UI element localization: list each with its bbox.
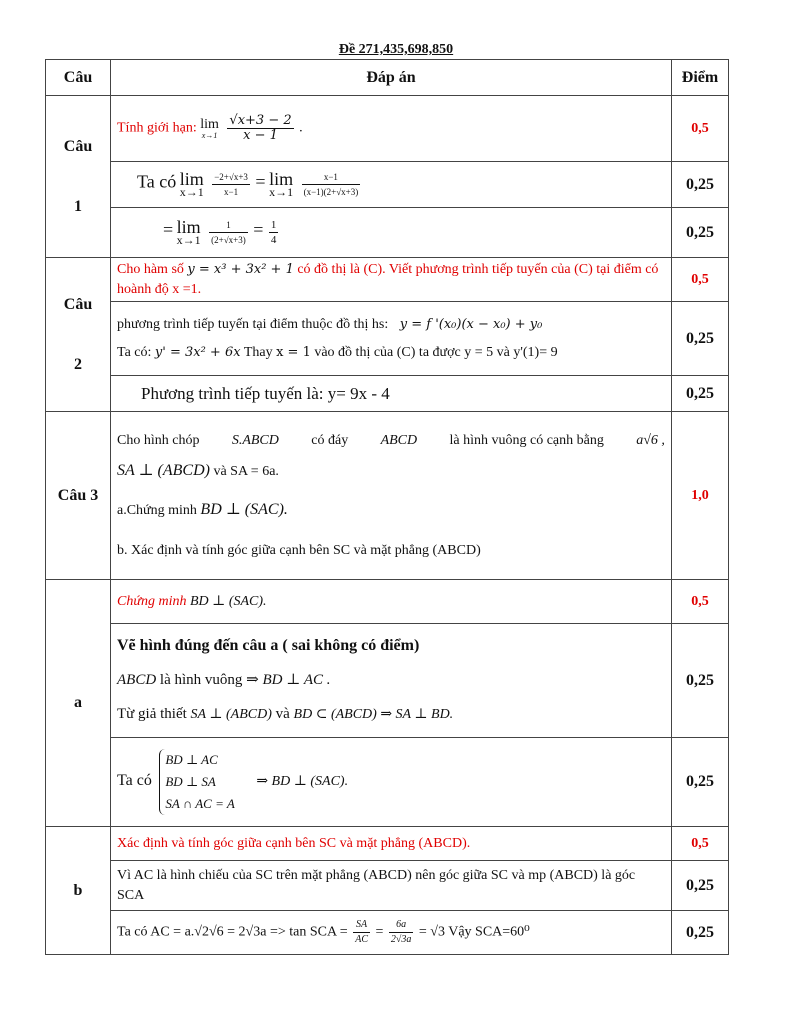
exam-title: Đề 271,435,698,850 [338,42,454,57]
q3-line2 [117,456,665,487]
q2-line2c: vào đồ thị của (C) ta được y = 5 và y'(1)= 9 [314,344,558,360]
a-system [159,749,234,815]
q2-prompt-a: Cho hàm số [117,261,184,277]
frac-den: AC [355,934,368,945]
header-dap-an: Đáp án [111,60,672,96]
q2-row-3 [46,376,729,412]
q3-p1d: ABCD [380,432,418,448]
q2-score-1: 0,5 [672,258,729,302]
b-part-b: a.√2√6 = 2√3a => tan SCA = [184,924,348,940]
a-step-1 [111,624,672,738]
q3-p2a: SA ⊥ (ABCD) [117,461,210,479]
q2-line1: phương trình tiếp tuyến tại điểm thuộc đồ thị hs: [117,316,389,332]
b-prompt: Xác định và tính góc giữa cạnh bên SC và mặt phẳng (ABCD). [111,827,672,861]
lim-sub: x→1 [176,232,201,247]
header-diem: Điểm [672,60,729,96]
q1-prompt [111,96,672,162]
q1-row-3 [46,208,729,258]
q1-step2-lim [176,216,201,247]
a-bold-note: Vẽ hình đúng đến câu a ( sai không có điểm) [117,637,420,654]
a-line3 [117,697,665,732]
q1-lim [200,118,219,140]
q3-line4: b. Xác định và tính góc giữa cạnh bên SC và mặt phẳng (ABCD) [117,542,481,558]
frac-den: x − 1 [243,128,278,143]
b-score-3: 0,25 [672,911,729,955]
q2-x-value: x = 1 [276,344,311,360]
q1-score-2: 0,25 [672,162,729,208]
equals: = [253,219,264,240]
b-part-a: Ta có AC = [117,924,182,940]
equals: = [375,924,384,940]
q3-label: Câu 3 [46,412,111,580]
a-prompt-expr: BD ⊥ (SAC). [189,593,267,609]
q2-score-3: 0,25 [672,376,729,412]
a-sys-2: BD ⊥ SA [165,774,216,789]
equals: = [163,219,174,240]
q1-row-1 [46,96,729,162]
a-l2c: ⇒ BD ⊥ AC . [246,672,331,688]
frac-den: x−1 [224,187,239,197]
q2-tangent-formula: y = f '(x₀)(x − x₀) + y₀ [399,316,543,332]
a-l3d: BD ⊂ (ABCD) ⇒ SA ⊥ BD. [293,707,454,722]
lim-sub: x→1 [269,184,294,199]
q1-step2-frac [209,218,248,247]
q3-p1a: Cho hình chóp [117,432,200,448]
a-sys-1: BD ⊥ AC [165,752,218,767]
q2-function: y = x³ + 3x² + 1 [187,261,294,277]
q1-fraction [227,114,293,143]
a-step-2 [111,738,672,827]
q2-prompt-b: có đồ thị là (C). Viết phương trình tiếp tuyến của (C) tại điểm có hoành độ x =1. [117,261,659,297]
q1-label [46,96,111,258]
a-score-1: 0,5 [672,580,729,624]
q1-score-1: 0,5 [672,96,729,162]
a-prompt [111,580,672,624]
lim-word: lim [269,168,294,189]
frac-den: 2√3a [390,934,412,945]
q2-score-2: 0,25 [672,302,729,376]
frac-num: 1 [270,219,277,231]
lim-sub: x→1 [179,184,204,199]
q3-line1 [117,426,665,456]
a-l2a: ABCD [117,672,157,688]
a-row-2 [46,624,729,738]
frac-num: 6a [389,918,414,933]
a-sys-3: SA ∩ AC = A [165,796,235,811]
q1-step1-frac-b [302,170,361,199]
q1-end: . [299,120,303,136]
q2-step-2: Phương trình tiếp tuyến là: y= 9x - 4 [111,376,672,412]
b-frac-1 [353,918,370,947]
a-l3b: SA ⊥ (ABCD) [190,707,272,722]
q2-line2a: Ta có: [117,344,152,360]
lim-sub: x→1 [201,130,218,140]
b-part-c: = √3 Vậy SCA=60⁰ [418,924,530,940]
a-l3c: và [275,706,290,722]
frac-num: −2+√x+3 [212,170,250,185]
a-row-3 [46,738,729,827]
q2-row-1 [46,258,729,302]
b-row-3 [46,911,729,955]
q2-row-2 [46,302,729,376]
q2-num: 2 [74,355,82,373]
q1-step-2 [111,208,672,258]
q1-step1-lim [179,168,204,199]
frac-num: x−1 [302,170,361,185]
b-step-1: Vì AC là hình chiếu của SC trên mặt phẳng (ABCD) nên góc giữa SC và mp (ABCD) là góc SCA [111,861,672,911]
lim-word: lim [200,116,219,132]
a-score-3: 0,25 [672,738,729,827]
a-line2 [117,663,665,697]
header-row [46,60,729,96]
q2-step-1 [111,302,672,376]
b-score-1: 0,5 [672,827,729,861]
frac-num: SA [353,918,370,933]
a-score-2: 0,25 [672,624,729,738]
q3-p3b: BD ⊥ (SAC). [200,500,288,518]
q1-cau: Câu [63,137,93,155]
q1-result-frac [269,218,279,247]
q2-cau: Câu [63,295,93,313]
frac-den: (x−1)(2+√x+3) [303,187,359,197]
q1-step-1 [111,162,672,208]
lim-word: lim [179,168,204,189]
frac-den: (2+√x+3) [211,235,246,245]
q3-row [46,412,729,580]
lim-word: lim [176,216,201,237]
q1-prompt-text: Tính giới hạn: [117,120,197,136]
frac-den: 4 [270,234,277,246]
q3-line3 [117,495,665,526]
a-label: a [46,580,111,827]
header-cau: Câu [46,60,111,96]
answer-table [45,59,729,955]
q2-derivative: y' = 3x² + 6x [154,344,241,360]
q3-p1c: có đáy [311,432,349,448]
a-lead: Ta có [117,772,152,790]
frac-num: 1 [209,218,248,233]
q2-line2b: Thay [243,344,273,360]
equals: = [255,171,266,192]
q2-label [46,258,111,412]
b-label: b [46,827,111,955]
q2-prompt [111,258,672,302]
q3-p1f: a√6 , [636,432,665,448]
q3-p3a: a.Chứng minh [117,502,197,518]
q3-prompt [111,412,672,580]
a-row-1 [46,580,729,624]
q3-p1e: là hình vuông có cạnh bằng [449,432,604,448]
b-score-2: 0,25 [672,861,729,911]
q3-score: 1,0 [672,412,729,580]
q3-p1b: S.ABCD [231,432,279,448]
b-row-2 [46,861,729,911]
q1-num: 1 [74,197,82,215]
b-row-1 [46,827,729,861]
q1-step1-lim-b [269,168,294,199]
q3-p2b: và SA = 6a. [213,463,279,479]
a-prompt-text: Chứng minh [117,593,187,609]
q1-step1-frac-a [212,170,250,199]
frac-num: √x+3 − 2 [229,113,292,128]
b-frac-2 [389,918,414,947]
a-result: ⇒ BD ⊥ (SAC). [256,774,349,790]
q1-score-3: 0,25 [672,208,729,258]
a-l2b: là hình vuông [159,672,243,688]
b-step-2 [111,911,672,955]
q1-row-2 [46,162,729,208]
a-l3a: Từ giả thiết [117,706,187,722]
q1-step1-lead: Ta có [137,171,177,192]
